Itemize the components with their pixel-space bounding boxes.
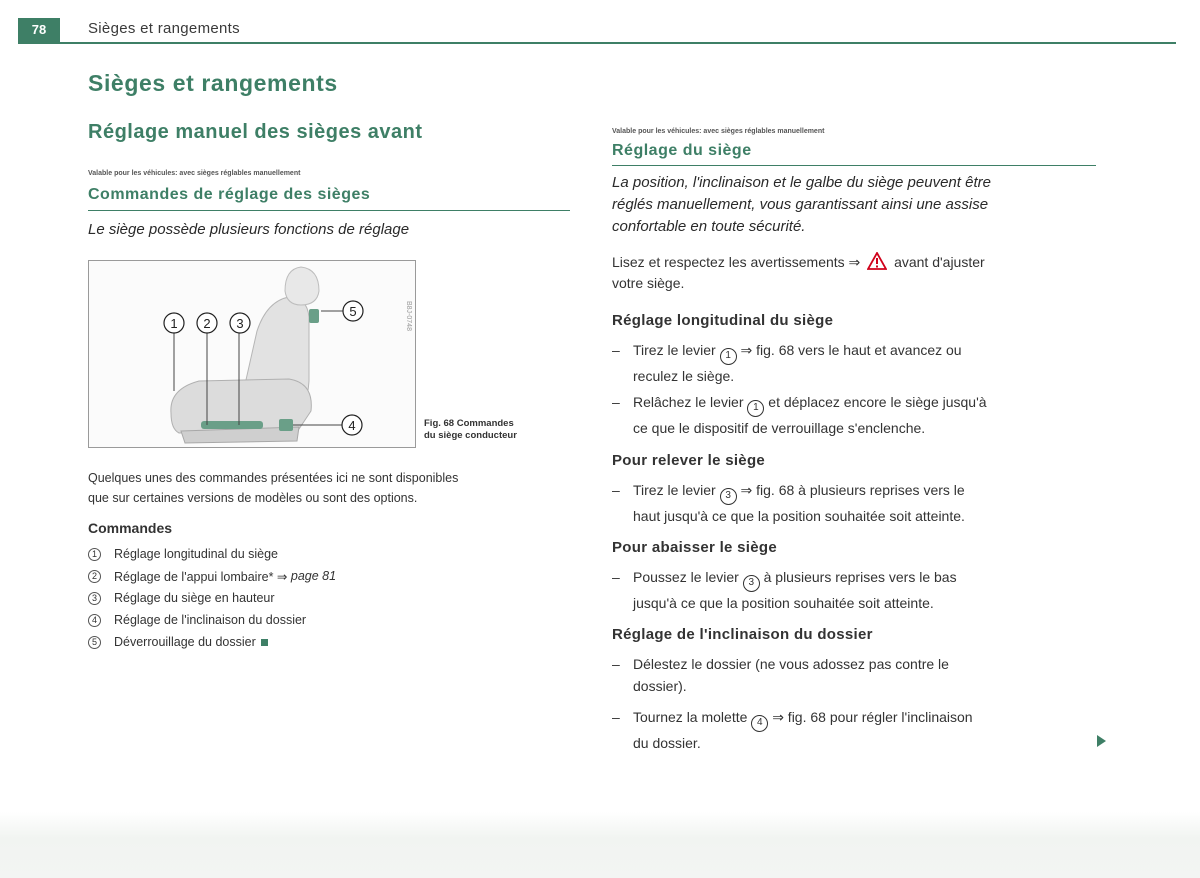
list-item: 5 Déverrouillage du dossier [88, 631, 336, 653]
instruction-item: – Poussez le levier 3 à plusieurs reprises vers le bas jusqu'à ce que la position souhaitée soit atteinte. [612, 569, 957, 611]
running-header: Sièges et rangements [88, 20, 240, 37]
lead-text-left: Le siège possède plusieurs fonctions de réglage [88, 221, 410, 238]
figure-caption: Fig. 68 Commandes du siège conducteur [424, 418, 517, 441]
chapter-title: Sièges et rangements [88, 70, 338, 96]
validity-note-left: Valable pour les véhicules: avec sièges réglables manuellement [88, 170, 301, 177]
header-rule [18, 42, 1176, 44]
svg-text:1: 1 [170, 316, 178, 331]
instruction-item: – Relâchez le levier 1 et déplacez encore le siège jusqu'à ce que le dispositif de verrouillage s'enclenche. [612, 394, 987, 436]
svg-text:4: 4 [348, 418, 356, 433]
list-item: 4 Réglage de l'inclinaison du dossier [88, 609, 336, 631]
lead-text-right: La position, l'inclinaison et le galbe du siège peuvent être réglés manuellement, vous garantissant ainsi une assise confortable en toute sécurité. [612, 174, 991, 235]
next-page-arrow-icon [1097, 735, 1106, 747]
svg-text:3: 3 [236, 316, 244, 331]
instruction-item: – Tournez la molette 4 ⇒ fig. 68 pour régler l'inclinaison du dossier. [612, 709, 973, 751]
seat-illustration [89, 261, 415, 447]
section-title-right: Réglage du siège [612, 142, 752, 159]
subheading-longitudinal: Réglage longitudinal du siège [612, 312, 834, 329]
warning-intro: Lisez et respectez les avertissements ⇒ avant d'ajuster votre siège. [612, 254, 985, 291]
options-note: Quelques unes des commandes présentées ici ne sont disponibles que sur certaines versions de modèles ou sont des options. [88, 471, 459, 505]
warning-triangle-icon [867, 252, 887, 270]
end-of-section-icon [261, 639, 268, 646]
subheading-lower: Pour abaisser le siège [612, 539, 778, 556]
seat-figure [88, 260, 416, 448]
subsection-rule-left [88, 210, 570, 211]
svg-text:5: 5 [349, 304, 357, 319]
instruction-item: – Délestez le dossier (ne vous adossez pas contre le dossier). [612, 656, 949, 694]
list-item: 2 Réglage de l'appui lombaire* ⇒ page 81 [88, 565, 336, 587]
section-rule-right [612, 165, 1096, 166]
page-reference-link[interactable]: page 81 [290, 569, 337, 583]
figure-code: B8J-0748 [405, 301, 412, 331]
list-item: 1 Réglage longitudinal du siège [88, 543, 336, 565]
list-item: 3 Réglage du siège en hauteur [88, 587, 336, 609]
svg-text:2: 2 [203, 316, 211, 331]
instruction-item: – Tirez le levier 1 ⇒ fig. 68 vers le haut et avancez ou reculez le siège. [612, 342, 962, 384]
subheading-backrest: Réglage de l'inclinaison du dossier [612, 626, 873, 643]
instruction-item: – Tirez le levier 3 ⇒ fig. 68 à plusieurs reprises vers le haut jusqu'à ce que la position souhaitée soit atteinte. [612, 482, 965, 524]
page-bottom-shade [0, 812, 1200, 878]
validity-note-right: Valable pour les véhicules: avec sièges réglables manuellement [612, 128, 825, 135]
subheading-raise: Pour relever le siège [612, 452, 766, 469]
page-number: 78 [18, 18, 60, 42]
subsection-title-left: Commandes de réglage des sièges [88, 186, 371, 203]
commandes-heading: Commandes [88, 520, 173, 536]
section-title-left: Réglage manuel des sièges avant [88, 121, 423, 143]
commandes-list [88, 543, 336, 653]
